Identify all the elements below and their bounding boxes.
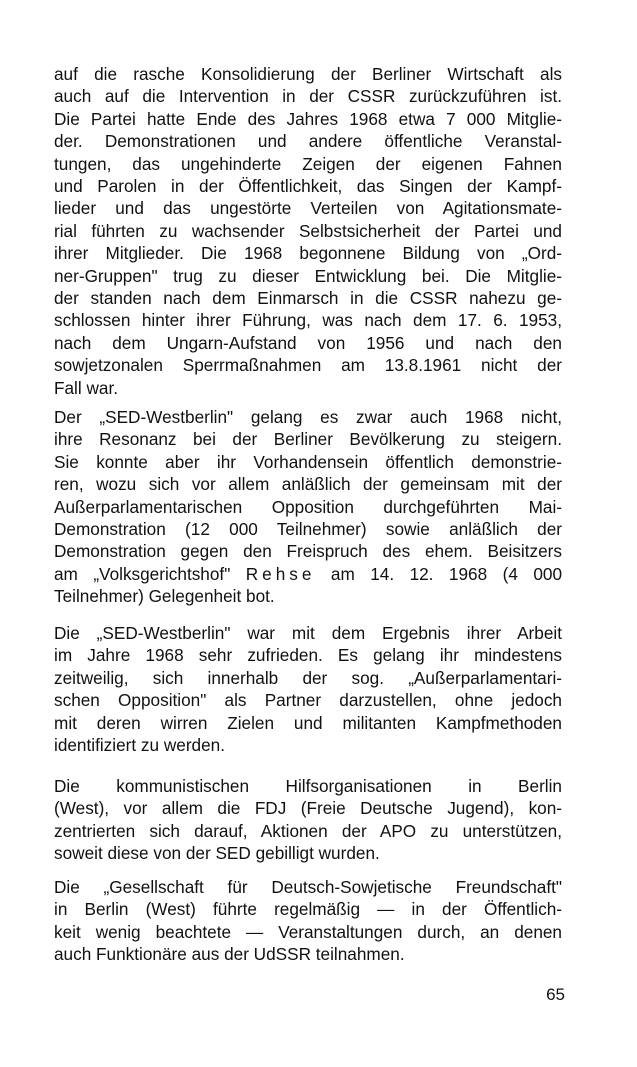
text-line: im Jahre 1968 sehr zufrieden. Es gelang ihr mindestens — [54, 645, 562, 666]
text-line: schlossen hinter ihrer Führung, was nach dem 17. 6. 1953, — [54, 310, 562, 331]
text-line: ihrer Mitglieder. Die 1968 begonnene Bildung von „Ord- — [54, 243, 562, 264]
page-number: 65 — [546, 985, 565, 1004]
text-line: soweit diese von der SED gebilligt wurden. — [54, 843, 380, 864]
text-line: der standen nach dem Einmarsch in die CSSR nahezu ge- — [54, 288, 562, 309]
text-line: Außerparlamentarischen Opposition durchgeführten Mai- — [54, 496, 562, 517]
paragraph-5 — [54, 876, 562, 966]
text-line: Fall war. — [54, 377, 118, 398]
text-line: (West), vor allem die FDJ (Freie Deutsche Jugend), kon- — [54, 798, 562, 819]
text-line: lieder und das ungestörte Verteilen von Agitationsmate- — [54, 198, 562, 219]
text-line: und Parolen in der Öffentlichkeit, das Singen der Kampf- — [54, 176, 562, 197]
text-line: identifiziert zu werden. — [54, 735, 226, 756]
text-line: ihre Resonanz bei der Berliner Bevölkerung zu steigern. — [54, 429, 562, 450]
text-line: nach dem Ungarn-Aufstand von 1956 und nach den — [54, 332, 562, 353]
text-line: Teilnehmer) Gelegenheit bot. — [54, 586, 275, 607]
spaced-name: Rehse — [245, 563, 316, 584]
text-line — [54, 563, 562, 585]
text-line: Sie konnte aber ihr Vorhandensein öffentlich demonstrie- — [54, 451, 562, 472]
paragraph-4 — [54, 775, 562, 865]
text-line: Die Partei hatte Ende des Jahres 1968 etwa 7 000 Mitglie- — [54, 108, 562, 129]
text-line: auch Funktionäre aus der UdSSR teilnahmen. — [54, 944, 405, 965]
text-line: mit deren wirren Zielen und militanten Kampfmethoden — [54, 712, 562, 733]
text-line: Der „SED-Westberlin" gelang es zwar auch 1968 nicht, — [54, 407, 562, 427]
text-line: zeitweilig, sich innerhalb der sog. „Außerparlamentari- — [54, 667, 562, 688]
text-segment: am 14. 12. 1968 (4 000 — [315, 563, 563, 584]
text-line: der. Demonstrationen und andere öffentliche Veranstal- — [54, 131, 562, 152]
text-line: sowjetzonalen Sperrmaßnahmen am 13.8.1961 nicht der — [54, 355, 562, 376]
text-line: Die „Gesellschaft für Deutsch-Sowjetische Freundschaft" — [54, 877, 562, 897]
paragraph-1 — [54, 63, 562, 399]
text-line: Demonstration gegen den Freispruch des ehem. Beisitzers — [54, 541, 562, 562]
text-line: rial führten zu wachsender Selbstsicherheit der Partei und — [54, 220, 562, 241]
text-line: auf die rasche Konsolidierung der Berliner Wirtschaft als — [54, 64, 562, 84]
text-line: Die kommunistischen Hilfsorganisationen in Berlin — [54, 776, 562, 796]
paragraph-2 — [54, 406, 562, 608]
text-line: auch auf die Intervention in der CSSR zurückzuführen ist. — [54, 86, 562, 107]
text-line: ren, wozu sich vor allem anläßlich der gemeinsam mit der — [54, 474, 562, 495]
text-line: keit wenig beachtete — Veranstaltungen durch, an denen — [54, 921, 562, 942]
text-segment: am „Volksgerichtshof" — [54, 563, 246, 584]
paragraph-3 — [54, 622, 562, 756]
text-line: schen Opposition" als Partner darzustellen, ohne jedoch — [54, 690, 562, 711]
text-line: ner-Gruppen" trug zu dieser Entwicklung bei. Die Mitglie- — [54, 265, 562, 286]
text-line: tungen, das ungehinderte Zeigen der eigenen Fahnen — [54, 153, 562, 174]
text-line: in Berlin (West) führte regelmäßig — in der Öffentlich- — [54, 899, 562, 920]
text-line: Demonstration (12 000 Teilnehmer) sowie anläßlich der — [54, 519, 562, 540]
text-line: zentrierten sich darauf, Aktionen der APO zu unterstützen, — [54, 820, 562, 841]
text-line: Die „SED-Westberlin" war mit dem Ergebnis ihrer Arbeit — [54, 623, 562, 643]
